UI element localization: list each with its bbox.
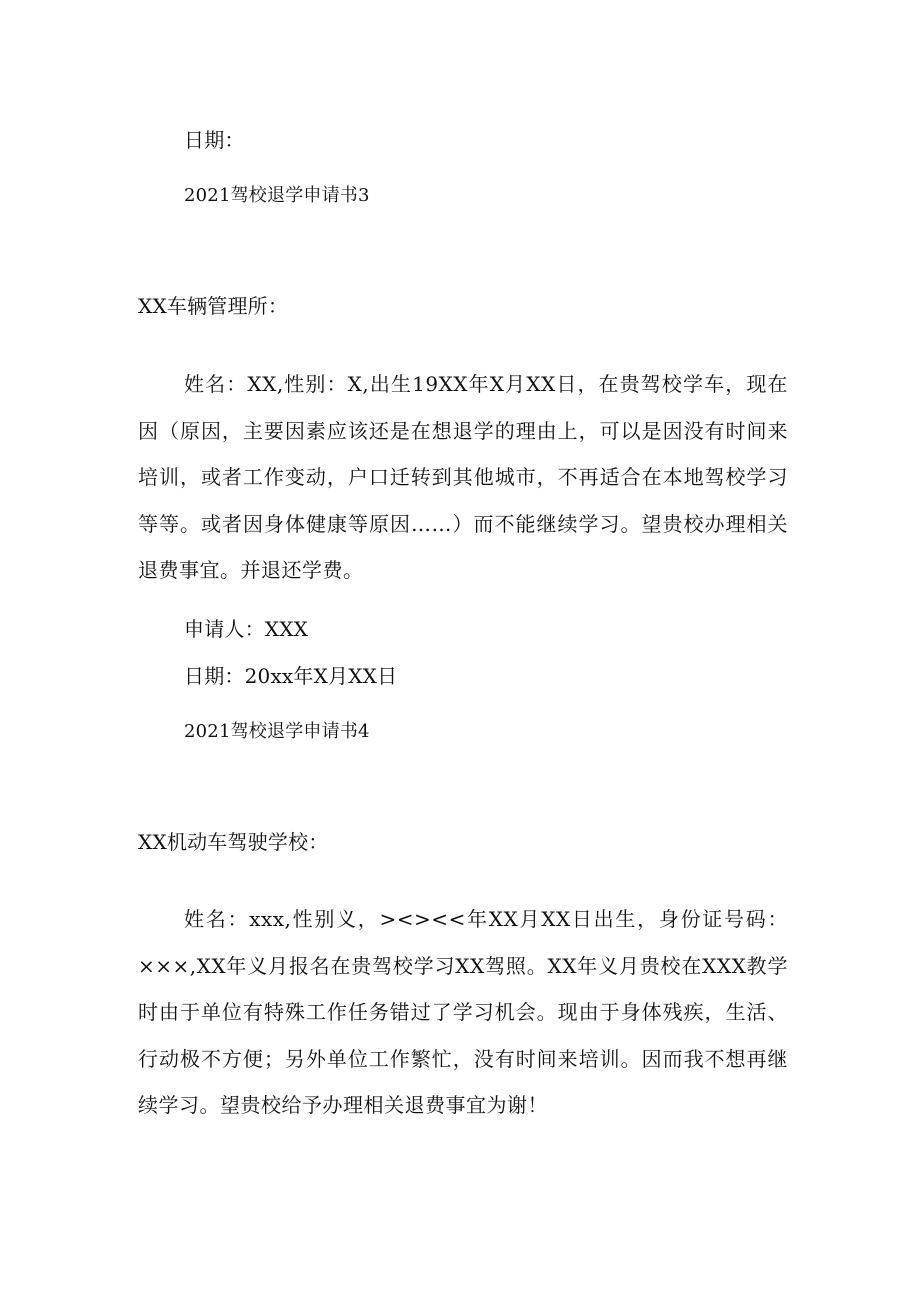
section-title-4: 2021驾校退学申请书4 [184, 721, 370, 742]
letter-4-recipient: XX机动车驾驶学校： [138, 830, 329, 854]
top-date-label: 日期： [184, 128, 245, 152]
letter-3-body: 姓名：XX,性别：X,出生19XX年X月XX日，在贵驾校学车，现在因（原因，主要因素应该还是在想退学的理由上，可以是因没有时间来培训，或者工作变动，户口迁转到其他城市，不再适合在本地驾校学习等等。或者因身体健康等原因……）而不能继续学习。望贵校办理相关退费事宜。并退还学费。 [138, 372, 788, 582]
letter-3-recipient: XX车辆管理所： [138, 294, 289, 318]
letter-4-body: 姓名：xxx,性别义，><><<年XX月XX日出生，身份证号码：×××,XX年义月报名在贵驾校学习XX驾照。XX年义月贵校在XXX教学时由于单位有特殊工作任务错过了学习机会。现由于身体残疾，生活、行动极不方便；另外单位工作繁忙，没有时间来培训。因而我不想再继续学习。望贵校给予办理相关退费事宜为谢！ [138, 907, 788, 1117]
letter-3-applicant: 申请人：XXX [184, 617, 309, 641]
letter-3-date: 日期：20xx年X月XX日 [184, 664, 398, 688]
section-title-3: 2021驾校退学申请书3 [184, 185, 370, 206]
